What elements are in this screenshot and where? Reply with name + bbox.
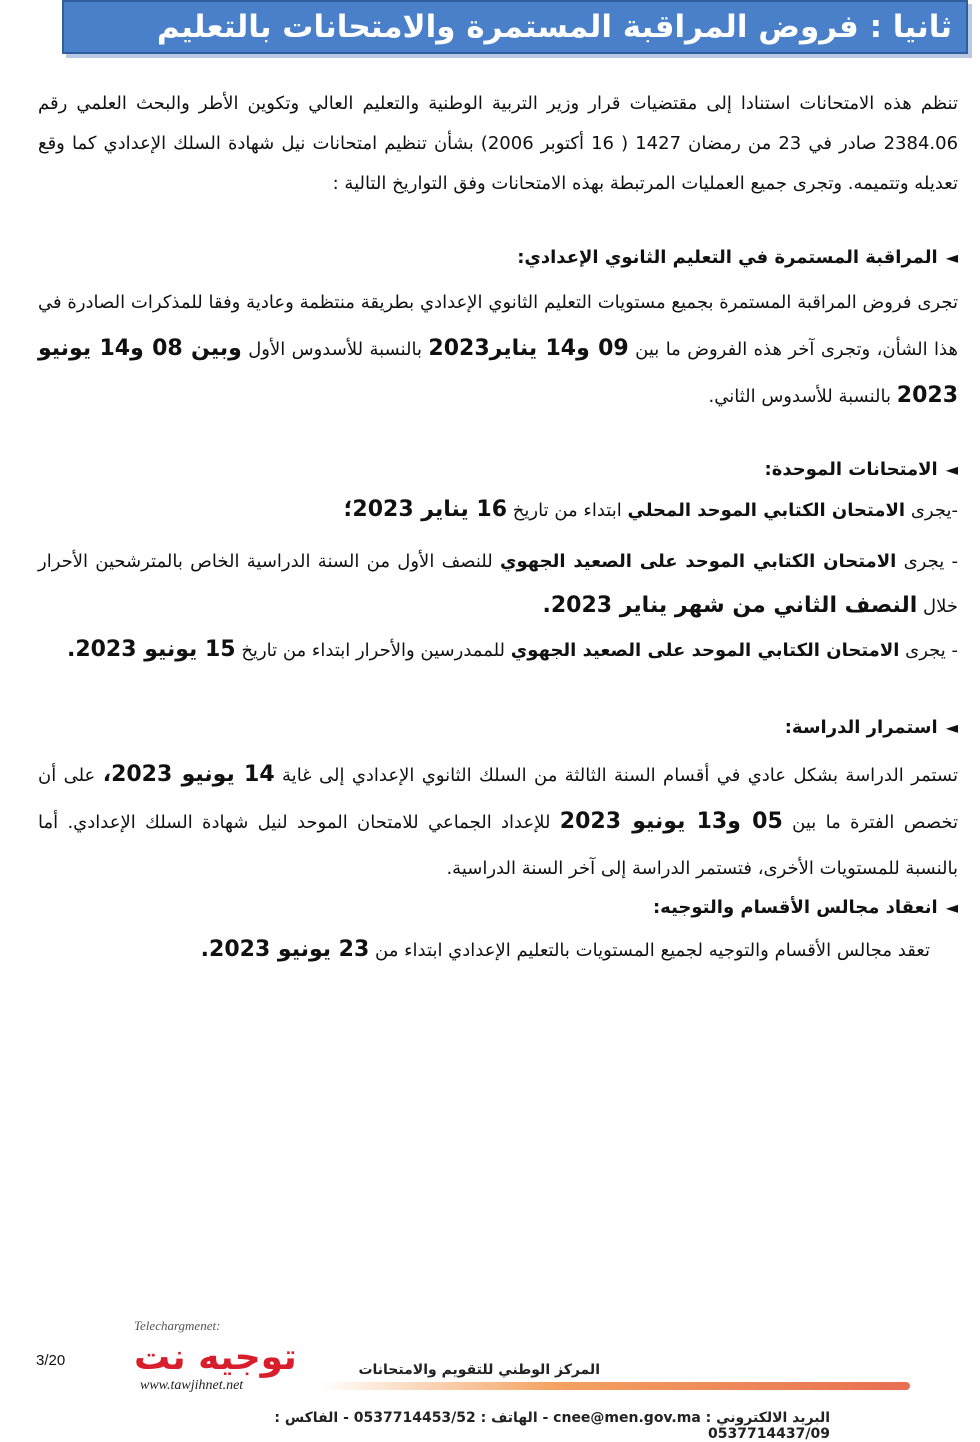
triangle-bullet-icon: ◄ [945,718,958,737]
item-text: - يجرى [905,640,958,661]
continuous-assessment-paragraph [38,280,958,420]
footer-contact-line: البريد الالكتروني : cnee@men.gov.ma - الهاتف : 0537714453/52 - الفاكس : 0537714437/09 [274,1410,830,1442]
unified-exam-item-regional-free [38,540,958,629]
section-banner: ثانيا : فروض المراقبة المستمرة والامتحانات بالتعليم الثانوي الإعدادي [62,0,968,54]
triangle-bullet-icon: ◄ [945,248,958,267]
heading-text: انعقاد مجالس الأقسام والتوجيه: [652,897,938,918]
footer-organization: المركز الوطني للتقويم والامتحانات [358,1362,600,1378]
triangle-bullet-icon: ◄ [945,898,958,917]
section-heading-unified-exams [38,450,958,490]
logo-wordmark: توجيه نت [134,1337,297,1378]
unified-exam-item-local [38,490,958,531]
paragraph-text: بالنسبة للأسدوس الثاني. [708,386,892,407]
intro-text: تنظم هذه الامتحانات استنادا إلى مقتضيات قرار وزير التربية الوطنية والتعليم العالي وتكوين الأطر والبحث العلمي رقم 2384.06 صادر في 23 من رمضان 1427 ( 16 أكتوبر 2006) بشأن تنظيم امتحانات نيل شهادة السلك الإعدادي كما وقع تعديله وتتميمه. وتجرى جميع العمليات المرتبطة بهذه الامتحانات وفق التواريخ التالية : [38,93,959,194]
paragraph-text: على أن تخصص الفترة ما بين [38,765,959,833]
date-range-second-semester: وبين 08 و14 يونيو 2023 [38,336,958,408]
item-text: للممدرسين والأحرار ابتداء من تاريخ [241,640,506,661]
paragraph-text: تعقد مجالس الأقسام والتوجيه لجميع المستويات بالتعليم الإعدادي ابتداء من [375,940,930,961]
page-number: 3/20 [36,1352,66,1369]
paragraph-text: للإعداد الجماعي للامتحان الموحد لنيل شهادة السلك الإعدادي. أما بالنسبة للمستويات الأخرى، فتستمر الدراسة إلى آخر السنة الدراسية. [38,812,958,879]
unified-exam-item-regional-june [38,630,958,671]
paragraph-text: تجرى فروض المراقبة المستمرة بجميع مستويات التعليم الثانوي الإعدادي بطريقة منتظمة وعادية وفقا للمذكرات الصادرة في هذا الشأن، وتجرى آخر هذه الفروض ما بين [38,292,958,360]
date-range-first-semester: 09 و14 يناير2023 [428,336,629,361]
footer-decorative-swoosh [320,1382,910,1390]
logo-url: www.tawjihnet.net [140,1378,244,1393]
item-exam-name: الامتحان الكتابي الموحد المحلي [627,500,906,521]
paragraph-text: بالنسبة للأسدوس الأول [248,339,423,360]
councils-date: 23 يونيو 2023. [200,937,370,962]
tawjihnet-logo [126,1318,306,1398]
heading-text: الامتحانات الموحدة: [764,459,938,480]
intro-paragraph [38,84,958,204]
item-text: - يجرى [903,551,958,572]
heading-text: استمرار الدراسة: [784,717,938,738]
collective-prep-dates: 05 و13 يونيو 2023 [559,809,783,834]
section-heading-study-continuation [38,708,958,748]
logo-caption: Telechargmenet: [134,1318,221,1333]
item-date: 16 يناير 2023؛ [343,497,508,522]
item-date: النصف الثاني من شهر يناير 2023. [542,593,918,618]
heading-text: المراقبة المستمرة في التعليم الثانوي الإعدادي: [517,247,938,268]
triangle-bullet-icon: ◄ [945,460,958,479]
section-heading-continuous-assessment [38,238,958,278]
item-text: -يجرى [910,500,958,521]
section-heading-class-councils [38,888,958,928]
item-exam-name: الامتحان الكتابي الموحد على الصعيد الجهوي [510,640,900,661]
item-exam-name: الامتحان الكتابي الموحد على الصعيد الجهوي [499,551,897,572]
item-text: ابتداء من تاريخ [512,500,622,521]
paragraph-text: تستمر الدراسة بشكل عادي في أقسام السنة الثالثة من السلك الثانوي الإعدادي إلى غاية [282,765,958,786]
study-continuation-paragraph [38,752,958,892]
class-councils-paragraph [38,930,930,971]
item-text: للنصف الأول من السنة الدراسية الخاص بالمترشحين الأحرار خلال [38,551,958,617]
item-date: 15 يونيو 2023. [66,637,236,662]
study-end-date: 14 يونيو 2023، [102,762,275,787]
